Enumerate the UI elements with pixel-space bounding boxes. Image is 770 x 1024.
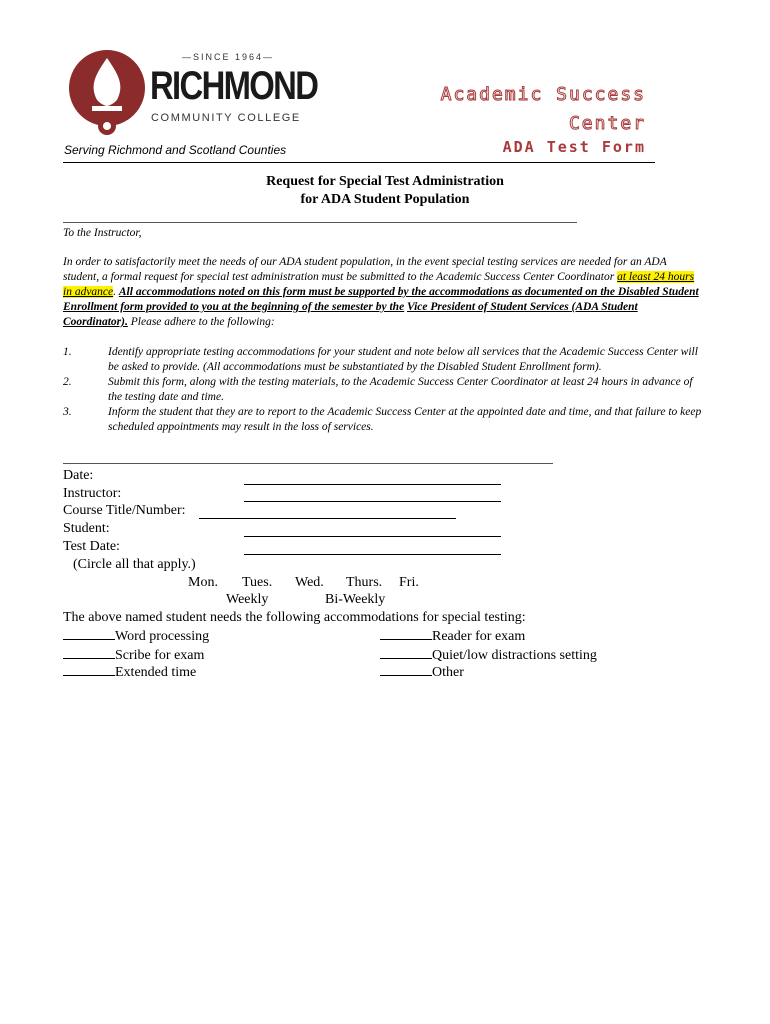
college-logo <box>66 44 148 140</box>
accommodation-word-processing[interactable] <box>63 628 209 645</box>
deadline-highlight: at least 24 hours in advance <box>63 271 695 298</box>
test-date-field[interactable] <box>244 554 501 555</box>
list-item <box>63 345 703 375</box>
checkbox-blank[interactable] <box>63 664 115 676</box>
day-option-fri[interactable]: Fri. <box>399 575 419 590</box>
intro-paragraph <box>63 255 703 330</box>
student-field[interactable] <box>244 536 501 537</box>
form-name: ADA Test Form <box>502 138 646 156</box>
accommodation-label: Other <box>432 665 464 680</box>
accommodation-label: Quiet/low distractions setting <box>432 648 597 663</box>
college-name: RICHMOND <box>150 64 318 108</box>
header-divider <box>63 162 655 163</box>
day-option-thu[interactable]: Thurs. <box>346 575 383 590</box>
accommodation-scribe[interactable] <box>63 647 204 664</box>
document-title-line1: Request for Special Test Administration <box>266 174 504 189</box>
checkbox-blank[interactable] <box>380 628 432 640</box>
student-label: Student: <box>63 521 110 536</box>
list-item-number: 1. <box>63 346 72 358</box>
since-tagline: —SINCE 1964— <box>182 52 275 62</box>
center-title-line2: Center <box>568 113 646 134</box>
day-option-wed[interactable]: Wed. <box>295 575 324 590</box>
service-area-tagline: Serving Richmond and Scotland Counties <box>64 143 287 157</box>
date-label: Date: <box>63 468 94 483</box>
accommodation-extended-time[interactable] <box>63 664 196 681</box>
coordinator-title: Vice President of Student Services (ADA Student Coordinator). <box>63 301 638 328</box>
document-title-line2: for ADA Student Population <box>300 192 470 207</box>
instructor-label: Instructor: <box>63 486 122 501</box>
list-item-text: Identify appropriate testing accommodations for your student and note below all services that the Academic Success Center will be asked to provide. (All accommodations must be substantiated by the Disabled Student Enrollment form). <box>108 346 698 373</box>
course-label: Course Title/Number: <box>63 503 186 518</box>
intro-text-2: . <box>113 286 119 298</box>
list-item-number: 2. <box>63 376 72 388</box>
accommodation-label: Word processing <box>115 629 210 644</box>
instructions-list <box>63 345 703 435</box>
frequency-biweekly[interactable]: Bi-Weekly <box>325 592 386 607</box>
course-field[interactable] <box>199 518 456 519</box>
college-subtitle: COMMUNITY COLLEGE <box>151 112 301 124</box>
list-item-number: 3. <box>63 406 72 418</box>
section-divider <box>63 463 553 464</box>
checkbox-blank[interactable] <box>63 647 115 659</box>
list-item-text: Submit this form, along with the testing materials, to the Academic Success Center Coordinator at least 24 hours in advance of the testing date and time. <box>108 376 693 403</box>
day-option-tue[interactable]: Tues. <box>242 575 273 590</box>
circle-instruction: (Circle all that apply.) <box>73 557 196 572</box>
list-item <box>63 405 703 435</box>
intro-text-1: In order to satisfactorily meet the needs of our ADA student population, in the event special testing services are needed for an ADA student, a formal request for special test administration must be submitted to the Academic Success Center Coordinator <box>63 256 667 283</box>
intro-text-4: Please adhere to the following: <box>127 316 275 328</box>
accommodation-label: Reader for exam <box>432 629 526 644</box>
date-field[interactable] <box>244 484 501 485</box>
accommodation-requirement: All accommodations noted on this form must be supported by the accommodations as documented on the Disabled Student Enrollment form provided to you at the beginning of the semester by the <box>63 286 699 313</box>
accommodation-quiet-setting[interactable] <box>380 647 597 664</box>
day-option-mon[interactable]: Mon. <box>188 575 218 590</box>
checkbox-blank[interactable] <box>380 647 432 659</box>
salutation: To the Instructor, <box>63 227 142 239</box>
checkbox-blank[interactable] <box>380 664 432 676</box>
accommodations-heading: The above named student needs the following accommodations for special testing: <box>63 610 526 625</box>
accommodation-label: Extended time <box>115 665 197 680</box>
accommodation-reader[interactable] <box>380 628 525 645</box>
list-item-text: Inform the student that they are to report to the Academic Success Center at the appointed date and time, and that failure to keep scheduled appointments may result in the loss of services. <box>108 406 702 433</box>
title-divider <box>63 222 577 223</box>
center-title-line1: Academic Success <box>440 84 646 105</box>
instructor-field[interactable] <box>244 501 501 502</box>
test-date-label: Test Date: <box>63 539 120 554</box>
checkbox-blank[interactable] <box>63 628 115 640</box>
accommodation-label: Scribe for exam <box>115 648 205 663</box>
frequency-weekly[interactable]: Weekly <box>226 592 269 607</box>
accommodation-other[interactable] <box>380 664 464 681</box>
list-item <box>63 375 703 405</box>
